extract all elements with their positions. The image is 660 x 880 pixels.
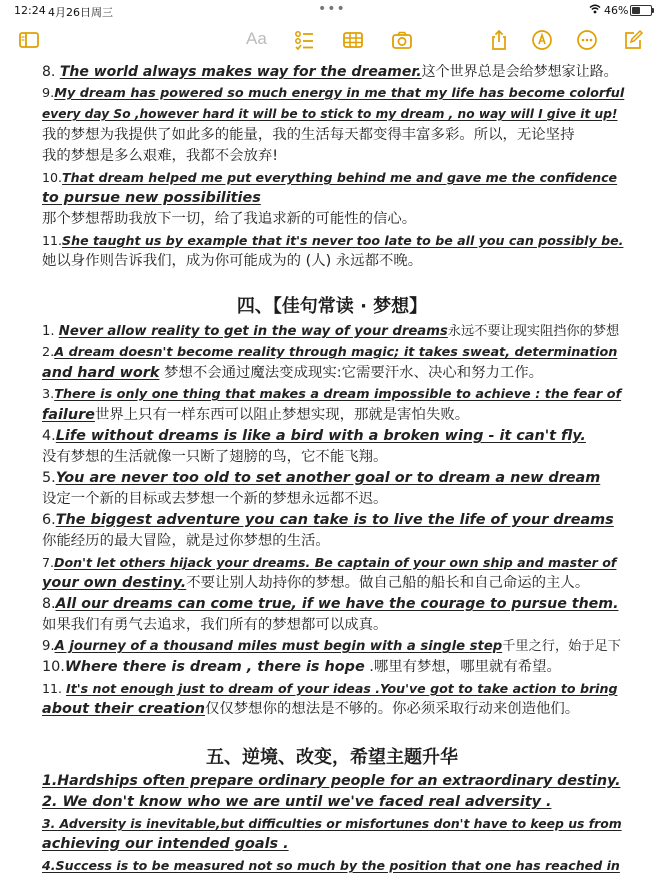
note-line: 9.A journey of a thousand miles must begin with a single step千里之行，始于足下 (42, 639, 621, 654)
note-line: 1.Hardships often prepare ordinary people for an extraordinary destiny. (42, 773, 621, 789)
more-options-icon[interactable] (576, 29, 598, 51)
wifi-icon (589, 3, 601, 15)
checklist-icon[interactable] (293, 29, 315, 51)
note-line: 如果我们有勇气去追求，我们所有的梦想都可以成真。 (42, 617, 388, 633)
battery-percent: 46% (604, 4, 629, 17)
note-line: 10.Where there is dream , there is hope .哪里有梦想，哪里就有希望。 (42, 659, 561, 675)
note-line: achieving our intended goals . (42, 836, 289, 852)
section-heading-adversity: 五、逆境、改变，希望主题升华 (206, 747, 458, 768)
note-line: 2.A dream doesn't become reality through magic; it takes sweat, determination (42, 345, 618, 360)
note-line: every day So ,however hard it will be to stick to my dream , no way will I give it up! (42, 107, 618, 121)
note-line: 2. We don't know who we are until we've faced real adversity . (42, 794, 552, 810)
note-line: 4.Success is to be measured not so much by the position that one has reached in (42, 858, 620, 873)
note-line: 11.She taught us by example that it's never too late to be all you can possibly be. (42, 233, 624, 248)
note-line: 8.All our dreams can come true, if we have the courage to pursue them. (42, 596, 619, 612)
status-bar (0, 0, 660, 22)
note-line: 你能经历的最大冒险，就是过你梦想的生活。 (42, 533, 330, 549)
markup-pen-icon[interactable] (531, 29, 553, 51)
status-date: 4月26日周三 (48, 6, 113, 19)
battery-icon (630, 5, 652, 16)
compose-note-icon[interactable] (622, 29, 644, 51)
note-line: 我的梦想为我提供了如此多的能量，我的生活每天都变得丰富多彩。所以，无论坚持 (42, 127, 575, 143)
status-time: 12:24 (14, 4, 46, 17)
note-line: 4.Life without dreams is like a bird with a broken wing - it can't fly. (42, 428, 586, 444)
notes-toolbar (0, 24, 660, 56)
note-line: 11. It's not enough just to dream of your ideas .You've got to take action to bring (42, 681, 618, 696)
table-icon[interactable] (342, 29, 364, 51)
note-line: to pursue new possibilities (42, 190, 261, 206)
note-line: 设定一个新的目标或去梦想一个新的梦想永远都不迟。 (42, 491, 388, 507)
note-line: 10.That dream helped me put everything behind me and gave me the confidence (42, 170, 618, 185)
note-line: about their creation仅仅梦想你的想法是不够的。你必须采取行动来创造他们。 (42, 701, 580, 717)
section-heading-dreams: 四、【佳句常读 · 梦想】 (236, 296, 428, 317)
note-line: and hard work 梦想不会通过魔法变成现实:它需要汗水、决心和努力工作。 (42, 365, 544, 381)
note-line: 1. Never allow reality to get in the way of your dreams永远不要让现实阻挡你的梦想 (42, 324, 620, 339)
format-button[interactable]: Aa (246, 29, 267, 48)
note-line: 8. The world always makes way for the dreamer.这个世界总是会给梦想家让路。 (42, 64, 618, 80)
multitask-dots-icon[interactable]: ••• (318, 1, 346, 17)
note-line: 3.There is only one thing that makes a dream impossible to achieve : the fear of (42, 387, 622, 402)
note-line: 9.My dream has powered so much energy in me that my life has become colorful (42, 86, 625, 101)
note-line: 那个梦想帮助我放下一切，给了我追求新的可能性的信心。 (42, 211, 417, 227)
note-line: 3. Adversity is inevitable,but difficulties or misfortunes don't have to keep us from (42, 816, 622, 831)
share-icon[interactable] (488, 29, 510, 51)
note-line: 没有梦想的生活就像一只断了翅膀的鸟，它不能飞翔。 (42, 449, 388, 465)
sidebar-toggle-icon[interactable] (18, 29, 40, 51)
note-line: 6.The biggest adventure you can take is to live the life of your dreams (42, 512, 614, 528)
note-line: 她以身作则告诉我们，成为你可能成为的 (人) 永远都不晚。 (42, 253, 423, 269)
note-line: 我的梦想是多么艰难，我都不会放弃! (42, 148, 279, 164)
note-line: failure世界上只有一样东西可以阻止梦想实现，那就是害怕失败。 (42, 407, 470, 423)
camera-icon[interactable] (391, 29, 413, 51)
note-line: 7.Don't let others hijack your dreams. Be captain of your own ship and master of (42, 555, 617, 570)
note-line: 5.You are never too old to set another goal or to dream a new dream (42, 470, 601, 486)
note-line: your own destiny.不要让别人劫持你的梦想。做自己船的船长和自己命运的主人。 (42, 575, 590, 591)
